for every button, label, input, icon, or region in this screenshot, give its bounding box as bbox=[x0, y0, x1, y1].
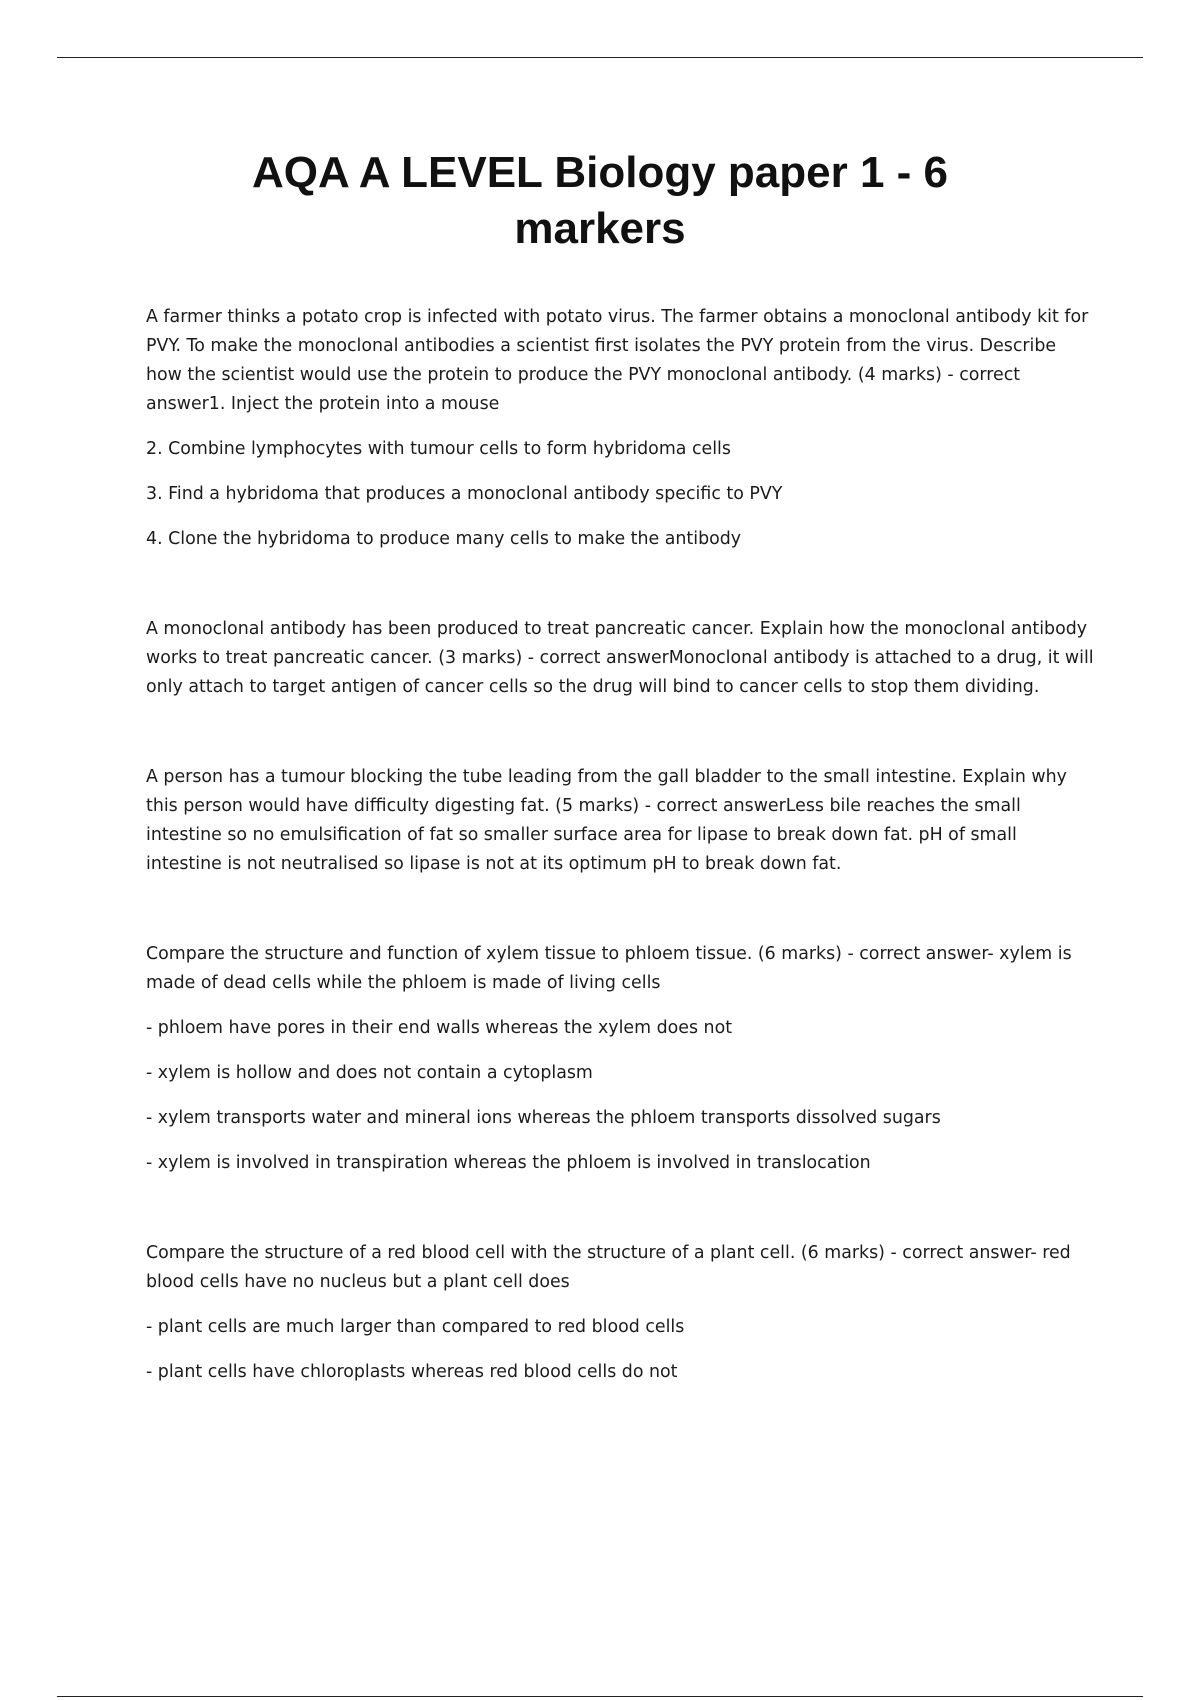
title-line-1: AQA A LEVEL Biology paper 1 - 6 bbox=[252, 148, 948, 197]
answer-line: 2. Combine lymphocytes with tumour cells to form hybridoma cells bbox=[146, 439, 731, 459]
question-block bbox=[146, 940, 1096, 1178]
question-text: A person has a tumour blocking the tube leading from the gall bladder to the small intestine. Explain why this person would have difficulty digesting fat. (5 marks) - correct answerLess bile reaches the small intestine so no emulsification of fat so smaller surface area for lipase to break down fat. pH of small intestine is not neutralised so lipase is not at its optimum pH to break down fat. bbox=[146, 767, 1067, 874]
answer-line: - plant cells have chloroplasts whereas red blood cells do not bbox=[146, 1362, 678, 1382]
question-block bbox=[146, 1239, 1096, 1387]
document-body bbox=[146, 303, 1096, 1387]
question-text: A farmer thinks a potato crop is infected with potato virus. The farmer obtains a monoclonal antibody kit for PVY. To make the monoclonal antibodies a scientist first isolates the PVY protein from the virus. Describe how the scientist would use the protein to produce the PVY monoclonal antibody. (4 marks) - correct answer1. Inject the protein into a mouse bbox=[146, 307, 1089, 414]
document-title bbox=[100, 145, 1100, 257]
question-block bbox=[146, 615, 1096, 702]
question-text: Compare the structure of a red blood cell with the structure of a plant cell. (6 marks) - correct answer- red blood cells have no nucleus but a plant cell does bbox=[146, 1243, 1071, 1292]
answer-line: 4. Clone the hybridoma to produce many cells to make the antibody bbox=[146, 529, 742, 549]
answer-line: - xylem is involved in transpiration whereas the phloem is involved in translocation bbox=[146, 1153, 871, 1173]
answer-line: - xylem is hollow and does not contain a cytoplasm bbox=[146, 1063, 593, 1083]
header-rule bbox=[57, 57, 1143, 58]
answer-line: 3. Find a hybridoma that produces a monoclonal antibody specific to PVY bbox=[146, 484, 783, 504]
answer-line: - xylem transports water and mineral ions whereas the phloem transports dissolved sugars bbox=[146, 1108, 941, 1128]
title-line-2: markers bbox=[514, 204, 686, 253]
footer-rule bbox=[57, 1696, 1143, 1697]
question-block bbox=[146, 303, 1096, 554]
question-text: Compare the structure and function of xylem tissue to phloem tissue. (6 marks) - correct answer- xylem is made of dead cells while the phloem is made of living cells bbox=[146, 944, 1072, 993]
question-text: A monoclonal antibody has been produced to treat pancreatic cancer. Explain how the monoclonal antibody works to treat pancreatic cancer. (3 marks) - correct answerMonoclonal antibody is attached to a drug, it will only attach to target antigen of cancer cells so the drug will bind to cancer cells to stop them dividing. bbox=[146, 619, 1094, 697]
answer-line: - phloem have pores in their end walls whereas the xylem does not bbox=[146, 1018, 733, 1038]
answer-line: - plant cells are much larger than compared to red blood cells bbox=[146, 1317, 685, 1337]
question-block bbox=[146, 763, 1096, 879]
